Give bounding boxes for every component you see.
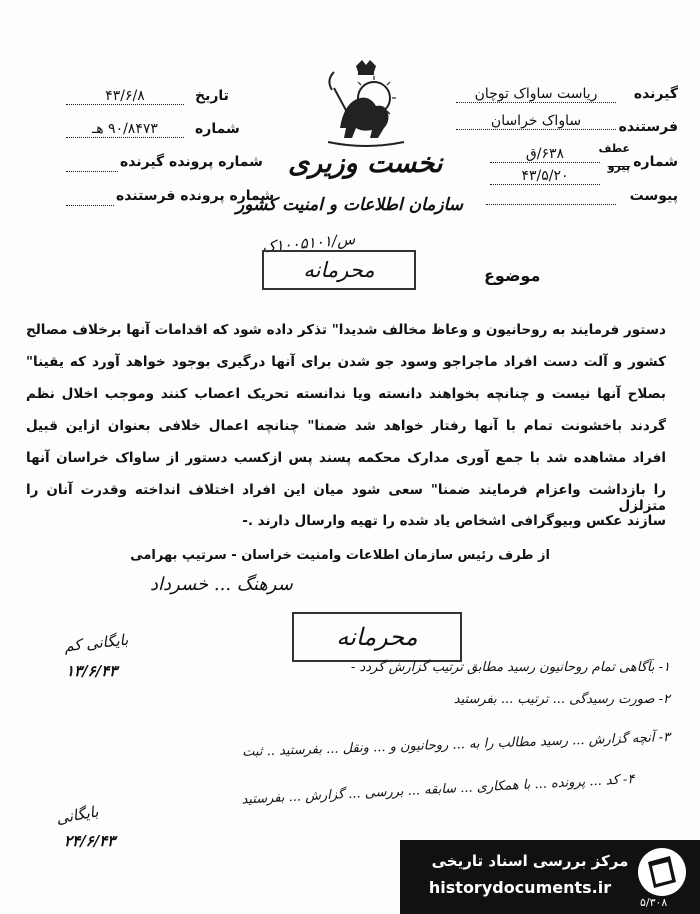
number-value-left: ۹۰/۸۴۷۳ هـ — [66, 121, 184, 138]
number-label-left: شماره — [195, 121, 240, 137]
handwritten-note: ۲- صورت رسیدگی ... ترتیب ... بفرستید — [453, 692, 670, 707]
handwritten-archive-date: ۱۳/۶/۴۳ — [66, 662, 118, 680]
recipient-value: ریاست ساواک توچان — [456, 86, 616, 103]
handwritten-note: ۴- کد ... پرونده ... با همکاری ... سابقه ... بررسی ... گزارش ... بفرستید — [240, 772, 635, 808]
attachment-label: پیوست — [629, 188, 678, 204]
recipient-file-line — [66, 170, 118, 172]
sender-file-label: شماره پرونده فرستنده — [116, 188, 275, 204]
handwritten-note: ۳- آنچه گزارش ... رسید مطالب را به ... روحانیون و ... ونقل ... بفرستید .. ثبت — [242, 730, 671, 760]
handwritten-archive-note-2: بایگانی — [54, 802, 100, 828]
subject-label: موضوع — [484, 266, 541, 285]
date-label-left: تاریخ — [195, 88, 229, 104]
body-line: گردند باخشونت تمام با آنها رفتار خواهد شد ضمنا" چنانچه اعمال خلافی بعنوان ازاین قبیل — [26, 418, 666, 434]
body-line: کشور و آلت دست افراد ماجراجو وسود جو شدن برای آنها درگیری بوجود خواهد آورد که یقینا" — [26, 354, 666, 370]
handwritten-note: ۱- بآگاهی تمام روحانیون رسید مطابق ترتیب گزارش گردد - — [350, 660, 670, 675]
body-line: افراد مشاهده شد با جمع آوری مدارک محکمه پسند پس ازکسب دستور از ساواک خراسان آنها — [26, 450, 666, 466]
signature-title: از طرف رئیس سازمان اطلاعات وامنیت خراسان - سرتیپ بهرامی — [130, 548, 550, 563]
number-label-right: شماره — [633, 154, 678, 170]
footer-url: historydocuments.ir — [428, 878, 612, 897]
attachment-line — [486, 196, 616, 205]
filing-code: س/۱۰۰۵۱۰۱ک — [261, 229, 356, 257]
sender-label: فرستنده — [618, 119, 678, 135]
body-line: دستور فرمایند به روحانیون و وعاظ مخالف شدیدا" تذکر داده شود که اقدامات آنها برخلاف مصالح — [26, 322, 666, 338]
page-code: ۵/۳۰۸ — [640, 896, 668, 909]
recipient-label: گیرنده — [633, 86, 678, 102]
handwritten-archive-date-2: ۲۴/۶/۴۳ — [64, 832, 116, 850]
classification-stamp: محرمانه — [262, 250, 416, 290]
number-value-right: ۶۳۸/ق — [490, 146, 600, 163]
body-line: بصلاح آنها نیست و چنانچه بخواهند دانسته ویا ندانسته تحریک اعصاب کنند وموجب اخلال نظم — [26, 386, 666, 402]
prior-note: پیرو — [607, 160, 630, 173]
sender-value: ساواک خراسان — [456, 113, 616, 130]
letterhead-ministry: نخست وزیری — [288, 148, 443, 179]
reference-note: عطف — [598, 142, 630, 155]
body-line: سازند عکس وبیوگرافی اشخاص یاد شده را تهیه وارسال دارند .- — [242, 513, 666, 529]
handwritten-archive-note: بایگانی کم — [63, 630, 130, 656]
lion-and-sun-emblem-icon — [318, 58, 414, 148]
recipient-file-label: شماره پرونده گیرنده — [120, 154, 263, 170]
sender-file-line — [66, 204, 114, 206]
footer-title: مرکز بررسی اسناد تاریخی — [431, 852, 629, 870]
archive-logo-icon — [636, 846, 688, 898]
date-value-left: ۴۳/۶/۸ — [66, 88, 184, 105]
letterhead-organization: سازمان اطلاعات و امنیت کشور — [236, 195, 464, 215]
date-value-right: ۴۳/۵/۲۰ — [490, 168, 600, 185]
signature-handwritten: سرهنگ ... خسرداد — [150, 574, 293, 595]
body-line: را بازداشت واعزام فرمایند ضمنا" سعی شود میان این افراد اختلاف انداخته وقدرت آنان را متزلزل — [26, 482, 666, 514]
classification-stamp-lower: محرمانه — [292, 612, 462, 662]
